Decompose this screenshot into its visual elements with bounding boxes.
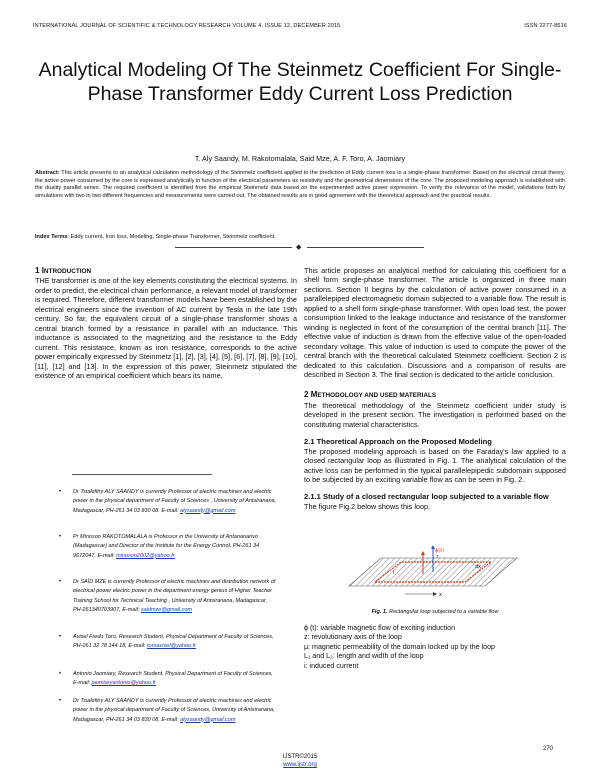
footnote-text: Dr SAÏD MZE is currently Professor of electric machines and distribution network of electrical power electric power in the department energy genius of Higher Teacher Training School for Technical Teaching , University of Antsiranana, Madagascar, PH-261340703907, E-mail: [73,579,276,613]
footnote-email-link[interactable]: toroavisel@yahoo.fr [147,643,196,650]
x-axis-arrowhead-icon [433,592,437,596]
footnote-4 [59,633,278,652]
issn: ISSN 2277-8616 [524,23,567,29]
footnote-text: Dr Tsialefitry ALY SAANDY is currently Professor of electric machines and electric power in the physical department of Faculty of Sciences, University of Antsiranana, Madagascar, PH-261 34 03 830 08. E-mail: [73,698,275,723]
section2-number: 2 [304,390,309,400]
current-label: i [393,570,395,576]
section2-title-rest: ETHODOLOGY AND USED MATERIALS [317,392,437,400]
footnote-6 [59,697,278,725]
footnote-email-link[interactable]: saidmze@gmail.com [140,606,192,613]
section2-text: The theoretical methodology of the Steinmetz coefficient under study is developed in the present section. The investigation is performed based on the constituting material characteristics. [304,400,566,429]
section2-heading [304,390,566,400]
intro-continued-text: This article proposes an analytical method for calculating this coefficient for a shell form single-phase transformer. The article is organized in three main sections. Section II begins by the calculation of active power consumed in a parallelepiped electromagnetic domain subjected to a variable flow. The result is applied to a shell form single-phase transformer. With open load test, the power consumption linked to the leakage inductance and resistance of the transformer winding is neglected in front of the consumption of the central branch [11]. The effective value of induction is drawn from the effective value of the open-loaded secondary voltage. This value of induction is used to compute the power of the central branch with the theoretical calculated Steinmetz coefficient. Section 2 is dedicated to this calculation. Discussions and a comparison of results are described in Section 3. The final section is dedicated to the article conclusion. [304,266,566,379]
page-number: 270 [543,746,554,752]
footnote-email-link[interactable]: alysaandy@gmail.com [180,716,236,723]
subsection-2-1-1-heading: 2.1.1 Study of a closed rectangular loop subjected to a variable flow [304,492,549,502]
phi-label: ϕ(t) [435,548,445,554]
z-label: z [436,554,439,560]
section1-title-rest: NTRODUCTION [43,268,92,275]
caption-label: Fig. 1. [371,609,388,615]
footnote-1 [59,488,278,516]
abstract [35,170,565,200]
footnote-text: Antonio Jaomiary, Research Student, Physical Department of Faculty of Sciences, E-mail: [73,671,273,687]
footnote-text: Pr Minoson RAKOTOMALALA is Professor in the University of Antananarivo (Madagascar) and Director of the Institute for the Energy Control, PH-261 34 9672047. E-mail: [73,534,260,559]
subsection-2-1-text: The proposed modeling approach is based on the Faraday's law applied to a closed rectangular loop as illustrated in Fig. 1. The analytical calculation of the active loss can be performed in the typical parallelepipedic subdomain supposed to be subjected by an exciting variable flow as can be seen in Fig. 2. [304,446,566,485]
divider-diamond-icon: ◆ [296,244,302,251]
journal-url-link[interactable]: www.ijstr.org [283,762,317,768]
dx-label: dx [475,564,482,570]
divider-left [175,247,292,248]
left-column [35,266,297,380]
page-footer [200,753,400,769]
symbol-item: ϕ (t): variable magnetic flow of exciting induction [304,624,456,632]
section2-title-initial: M [310,390,318,400]
abstract-text: This article presents to an analytical calculation methodology of the Steinmetz coefficient applied to the prediction of Eddy current loss in a single-phase transformer. Based on the electrical circuit theory, the active power consumed by the core is expressed analytically in function of the electrical parameters as resistivity and the geometrical dimensions of the core. The proposed modeling approach is established with the duality parallel series. The required coefficient is identified from the empirical Steinmetz data based on the experimented active power expression. To verify the relevance of the model, validations both by simulations with two in two different frequencies and measurements were carried out. The obtained results are in good agreement with the theoretical approach and the practical results. [35,170,565,199]
flux-arrowhead-icon [421,551,425,555]
paper-title: Analytical Modeling Of The Steinmetz Coefficient For Single-Phase Transformer Eddy Current Loss Prediction [38,59,562,105]
copyright: IJSTR©2015 [282,754,318,760]
footnote-2 [59,533,278,561]
divider-right [307,247,424,248]
index-terms [35,234,565,240]
footnote-email-link[interactable]: alysaandy@gmail.com [180,507,236,514]
section1-number: 1 [35,266,40,275]
footnote-text: Dr Tsialefitry ALY SAANDY is currently Professor of electric machines and electric power in the physical department of Faculty of Sciences , University of Antsiranana, Madagascar, PH-261 34 03 830 08. E-mail: [73,489,277,514]
authors: T. Aly Saandy, M. Rakotomalala, Said Mze, A. F. Toro, A. Jaomiary [194,154,406,163]
footnote-3 [59,578,278,615]
caption-text: Rectangular loop subjected to a variable flow [387,609,499,615]
bullet-icon: • [59,698,62,704]
index-terms-text: : Eddy current, Iron loss, Modeling, Single-phase Transformer, Steinmetz coefficient. [67,234,276,240]
symbol-list [304,624,574,671]
bullet-icon: • [59,489,62,495]
subsection-2-1-1-text: The figure Fig.2 below shows this loop. [304,501,431,511]
subsection-2-1-heading: 2.1 Theoretical Approach on the Proposed Modeling [304,437,492,447]
abstract-label: Abstract: [35,170,60,176]
symbol-item: μ: magnetic permeability of the domain locked up by the loop [304,642,495,651]
bullet-icon: • [59,634,62,640]
bullet-icon: • [59,671,62,677]
x-label: x [439,592,442,598]
section1-title-initial: I [41,266,44,275]
bullet-icon: • [59,579,62,585]
rectangular-loop-figure [335,544,533,608]
index-terms-label: Index Terms [35,234,68,240]
footnote-email-link[interactable]: jaomiaryantonio@yahoo.fr [91,680,156,687]
figure-caption [305,609,565,615]
symbol-item: i: induced current [304,661,359,670]
footnote-email-link[interactable]: minoson2002@yahoo.fr [116,552,175,559]
right-column [304,266,566,511]
footnote-rule [72,474,212,475]
section1-heading [35,266,297,276]
footnote-5 [59,670,278,689]
section1-text: THE transformer is one of the key elements constituting the electrical systems. In order to predict, the electrical chain performance, a relevant model of transformer is required. Therefore, different transformer models have been established by the electrical engineers since the invention of AC current by Tesla in the late 19th century. So far, the equivalent circuit of a single-phase transformer shows a central branch formed by a resistance in parallel with an inductance. This inductance is associated to the magnetizing and the resistance to the Eddy current. This resistance, known as iron resistance, corresponds to the active power empirically expressed by Steinmetz [1], [2], [3], [4], [5], [6], [7], [8], [9], [10], [11], [12] and [13]. In the expression of this power, Steinmetz stipulated the existence of an empirical coefficient which bears its name. [35,276,298,380]
footnote-text: Avisel Fredo Toro, Research Student, Physical Department of Faculty of Sciences, PH-261 32 78 144 18, E-mail: [73,634,274,650]
journal-info: INTERNATIONAL JOURNAL OF SCIENTIFIC & TECHNOLOGY RESEARCH VOLUME 4, ISSUE 12, DECEMBER 2015 [33,23,341,29]
symbol-item: z: revolutionary axis of the loop [304,633,402,642]
bullet-icon: • [59,534,62,540]
symbol-item: L₁ and L₂: length and width of the loop [304,652,424,661]
